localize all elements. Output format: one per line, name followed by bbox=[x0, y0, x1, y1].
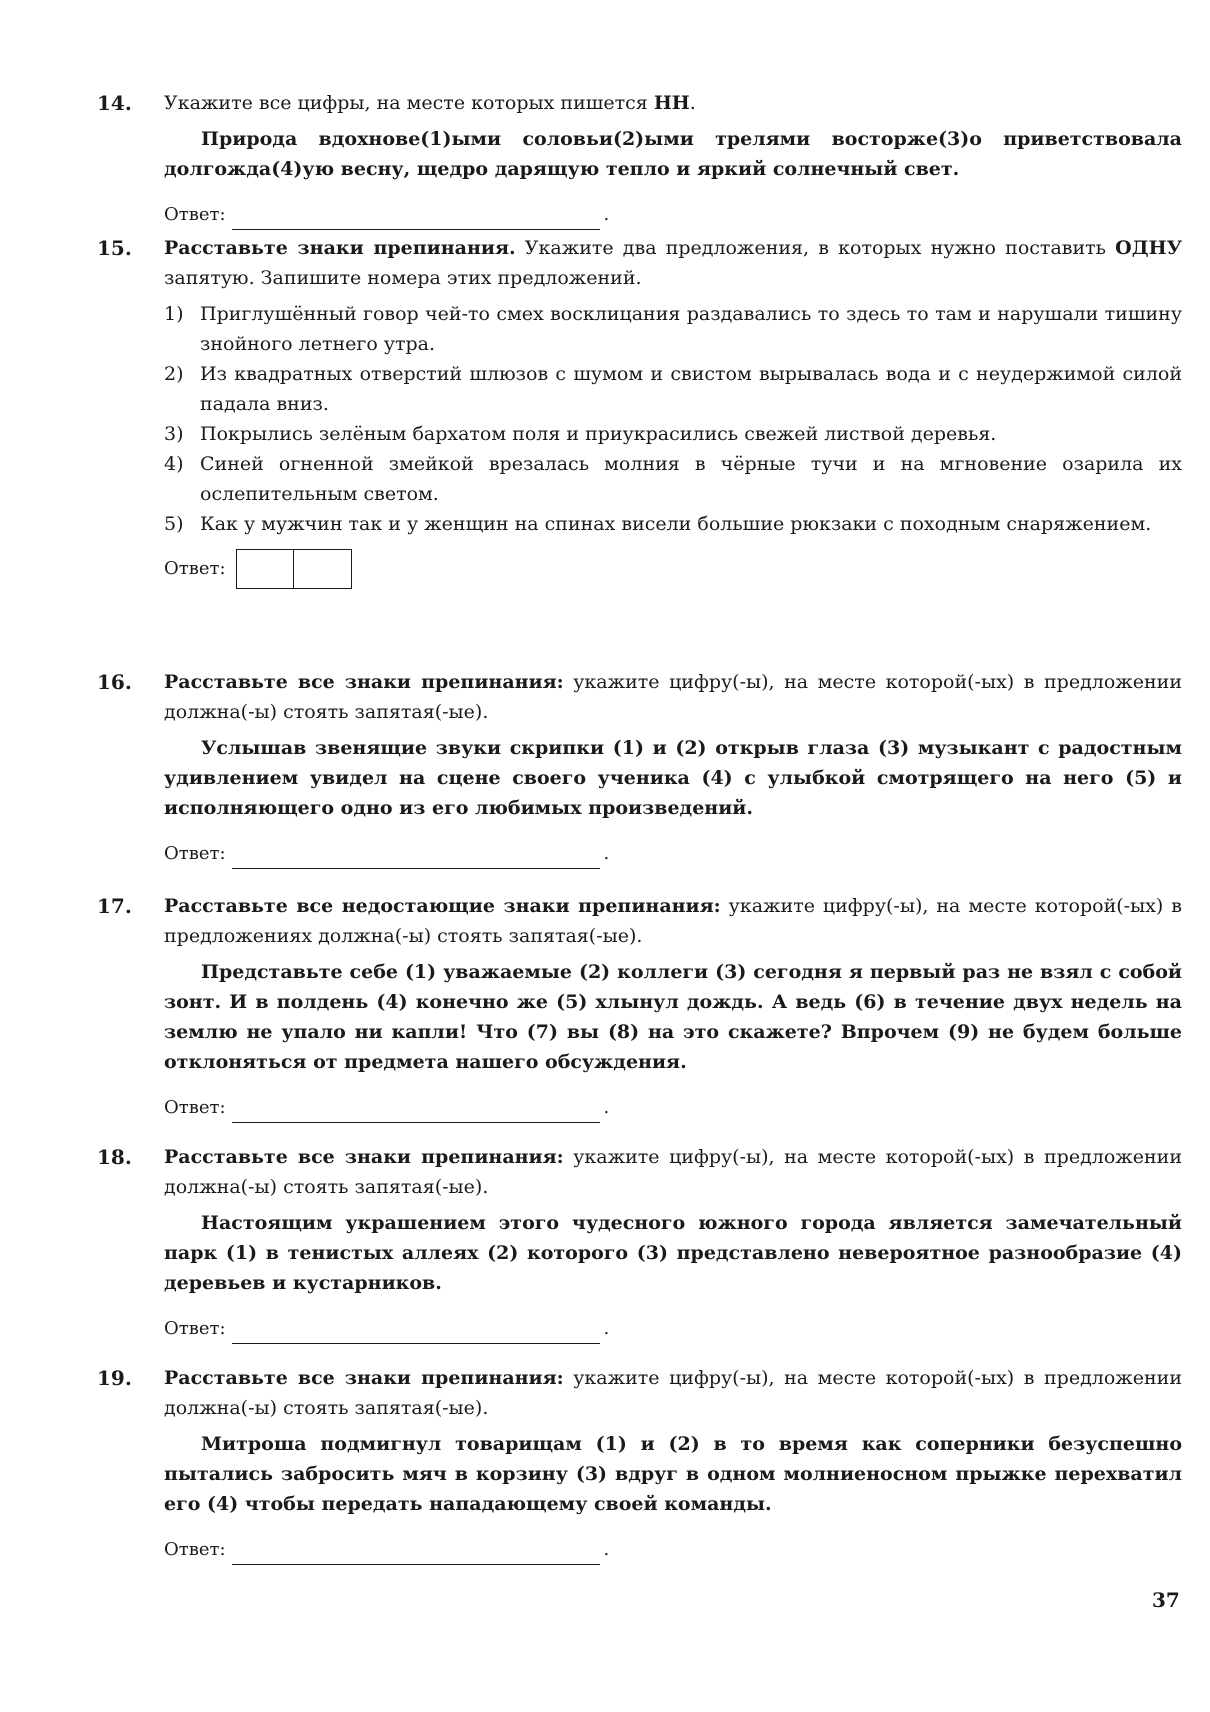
task-instruction: Укажите все цифры, на месте которых пишется НН. bbox=[164, 92, 696, 114]
task-instruction: Расставьте все знаки препинания: укажите цифру(-ы), на месте которой(-ых) в предложении должна(-ы) стоять запятая(-ые). bbox=[164, 671, 1182, 723]
task-passage: Услышав звенящие звуки скрипки (1) и (2) открыв глаза (3) музыкант с радостным удивлением увидел на сцене своего ученика (4) с улыбкой смотрящего на него (5) и исполняющего одно из его любимых произведений. bbox=[164, 737, 1182, 819]
answer-row: Ответ: . bbox=[164, 1093, 1182, 1123]
task-number: 18. bbox=[97, 1145, 132, 1169]
task-passage: Природа вдохнове(1)ыми соловьи(2)ыми трелями восторже(3)о приветствовала долгожда(4)ую весну, щедро дарящую тепло и яркий солнечный свет. bbox=[164, 128, 1182, 180]
answer-line[interactable] bbox=[232, 1321, 600, 1344]
answer-label: Ответ: bbox=[164, 558, 226, 579]
task-19 bbox=[97, 1363, 1182, 1565]
answer-line[interactable] bbox=[232, 846, 600, 869]
answer-line[interactable] bbox=[232, 207, 600, 230]
task-14 bbox=[97, 88, 1182, 230]
answer-row: Ответ: . bbox=[164, 839, 1182, 869]
list-item: 2) Из квадратных отверстий шлюзов с шумом и свистом вырывалась вода и с неудержимой силой падала вниз. bbox=[164, 363, 1182, 415]
answer-row: Ответ: . bbox=[164, 1314, 1182, 1344]
answer-box[interactable] bbox=[236, 549, 294, 589]
task-18 bbox=[97, 1142, 1182, 1344]
task-instruction: Расставьте все знаки препинания: укажите цифру(-ы), на месте которой(-ых) в предложении должна(-ы) стоять запятая(-ые). bbox=[164, 1146, 1182, 1198]
list-item: 1) Приглушённый говор чей-то смех восклицания раздавались то здесь то там и нарушали тишину знойного летнего утра. bbox=[164, 303, 1182, 355]
page-number: 37 bbox=[1152, 1588, 1180, 1612]
answer-label: Ответ: bbox=[164, 204, 226, 225]
task-number: 15. bbox=[97, 236, 132, 260]
answer-line[interactable] bbox=[232, 1100, 600, 1123]
list-item: 3) Покрылись зелёным бархатом поля и приукрасились свежей листвой деревья. bbox=[164, 423, 997, 445]
task-number: 17. bbox=[97, 894, 132, 918]
task-15 bbox=[97, 233, 1182, 589]
answer-label: Ответ: bbox=[164, 1318, 226, 1339]
answer-label: Ответ: bbox=[164, 1097, 226, 1118]
list-item: 4) Синей огненной змейкой врезалась молния в чёрные тучи и на мгновение озарила их ослепительным светом. bbox=[164, 453, 1182, 505]
options-list bbox=[164, 299, 1182, 539]
task-17 bbox=[97, 891, 1182, 1123]
answer-line[interactable] bbox=[232, 1542, 600, 1565]
answer-boxes bbox=[236, 549, 352, 589]
task-instruction: Расставьте все недостающие знаки препинания: укажите цифру(-ы), на месте которой(-ых) в предложениях должна(-ы) стоять запятая(-ые). bbox=[164, 895, 1182, 947]
task-passage: Представьте себе (1) уважаемые (2) коллеги (3) сегодня я первый раз не взял с собой зонт. И в полдень (4) конечно же (5) хлынул дождь. А ведь (6) в течение двух недель на землю не упало ни капли! Что (7) вы (8) на это скажете? Впрочем (9) не будем больше отклоняться от предмета нашего обсуждения. bbox=[164, 961, 1182, 1073]
answer-label: Ответ: bbox=[164, 1539, 226, 1560]
task-number: 14. bbox=[97, 91, 132, 115]
task-number: 19. bbox=[97, 1366, 132, 1390]
task-passage: Митроша подмигнул товарищам (1) и (2) в то время как соперники безуспешно пытались забросить мяч в корзину (3) вдруг в одном молниеносном прыжке перехватил его (4) чтобы передать нападающему своей команды. bbox=[164, 1433, 1182, 1515]
task-16 bbox=[97, 667, 1182, 869]
answer-box[interactable] bbox=[294, 549, 352, 589]
answer-row: Ответ: . bbox=[164, 200, 1182, 230]
task-instruction: Расставьте знаки препинания. Укажите два предложения, в которых нужно поставить ОДНУ запятую. Запишите номера этих предложений. bbox=[164, 237, 1182, 289]
task-passage: Настоящим украшением этого чудесного южного города является замечательный парк (1) в тенистых аллеях (2) которого (3) представлено невероятное разнообразие (4) деревьев и кустарников. bbox=[164, 1212, 1182, 1294]
task-instruction: Расставьте все знаки препинания: укажите цифру(-ы), на месте которой(-ых) в предложении должна(-ы) стоять запятая(-ые). bbox=[164, 1367, 1182, 1419]
answer-label: Ответ: bbox=[164, 843, 226, 864]
answer-row bbox=[164, 549, 1182, 589]
task-number: 16. bbox=[97, 670, 132, 694]
list-item: 5) Как у мужчин так и у женщин на спинах висели большие рюкзаки с походным снаряжением. bbox=[164, 513, 1152, 535]
answer-row: Ответ: . bbox=[164, 1535, 1182, 1565]
